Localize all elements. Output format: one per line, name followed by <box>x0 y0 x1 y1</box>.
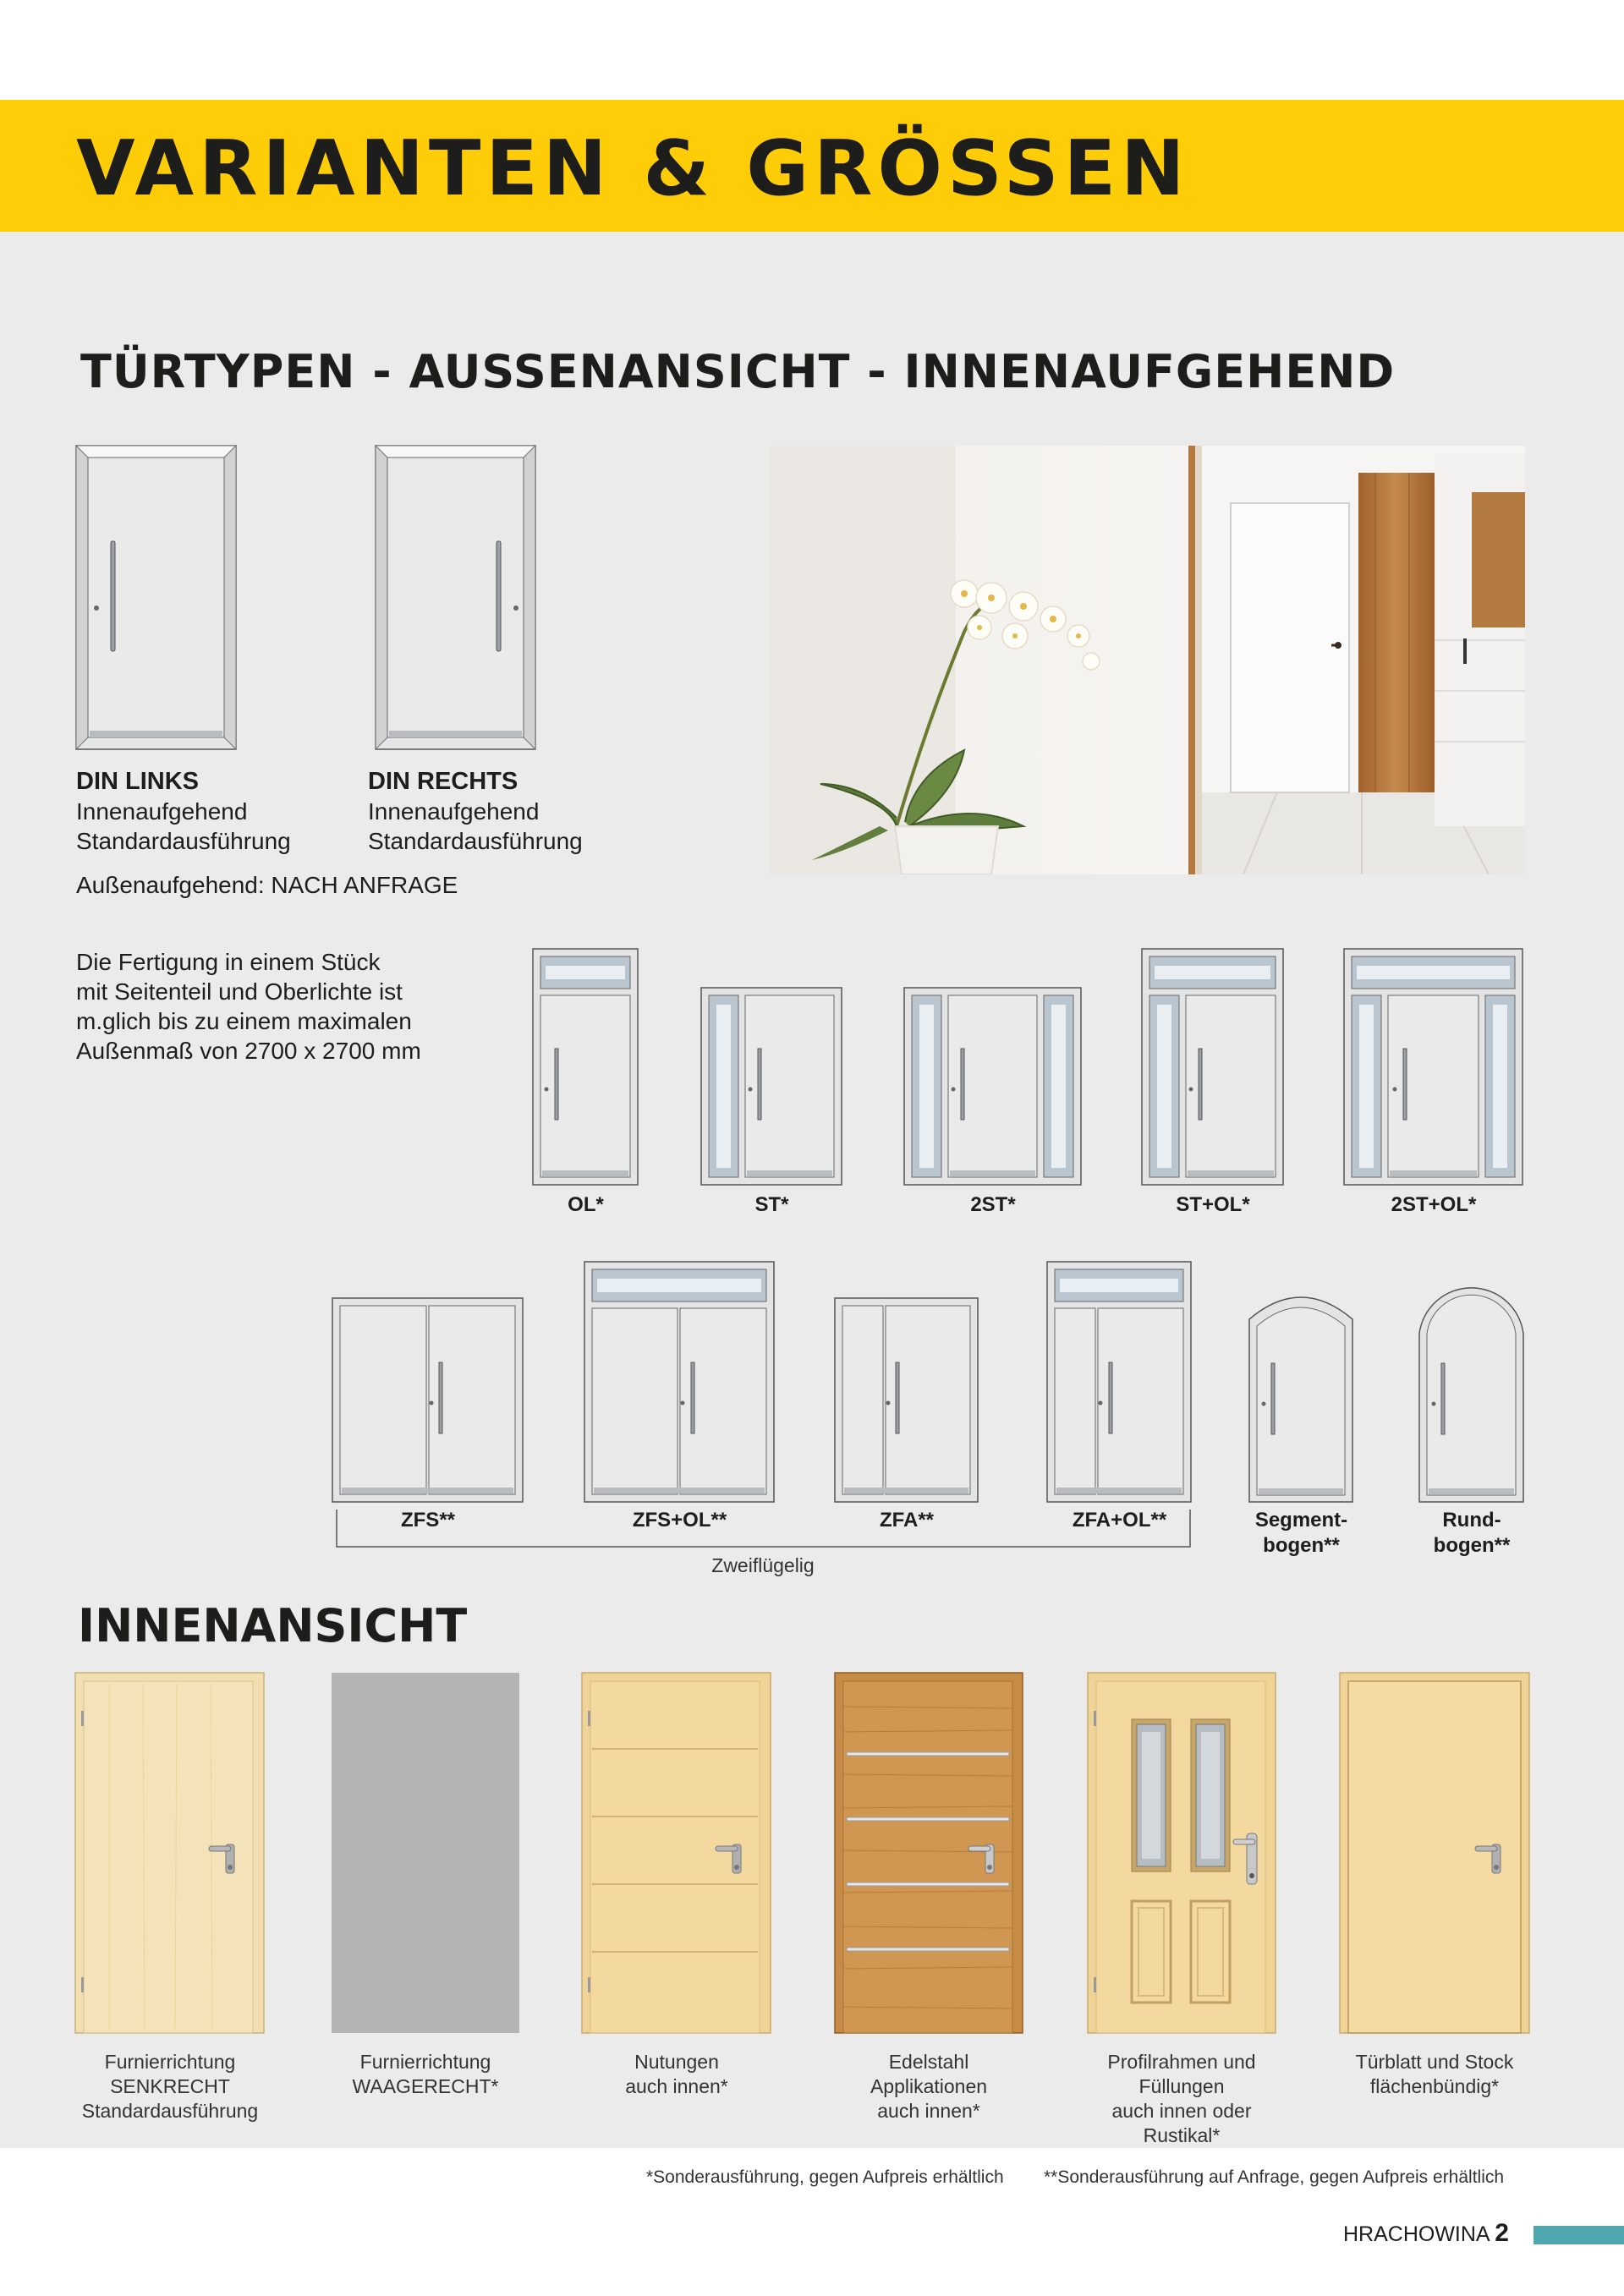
interior-caption-line: Rustikal* <box>1143 2124 1221 2146</box>
door-type-label: ZFA** <box>879 1509 934 1532</box>
interior-caption <box>60 2050 280 2123</box>
door-type-label: 2ST* <box>970 1193 1016 1216</box>
interior-door-grooves <box>582 1673 771 2034</box>
door-type-rundbogen <box>1418 1281 1525 1503</box>
interior-caption-line: flächenbündig* <box>1369 2075 1500 2097</box>
interior-caption-line: auch innen* <box>625 2075 728 2097</box>
interior-caption-line: Edelstahl <box>888 2051 969 2073</box>
footer-brand <box>1343 2221 1509 2247</box>
footer-accent-bar <box>1533 2226 1624 2244</box>
arch-label-line: bogen** <box>1433 1534 1511 1557</box>
door-din-links <box>76 446 237 750</box>
interior-door-profile-panels <box>1088 1673 1276 2034</box>
interior-door-flush <box>1340 1673 1530 2034</box>
interior-caption <box>315 2050 535 2099</box>
outward-note: Außenaufgehend: NACH ANFRAGE <box>76 872 458 898</box>
arch-label-line: Rund- <box>1442 1509 1501 1532</box>
interior-caption-line: auch innen* <box>877 2100 980 2122</box>
door-type-label: ZFA+OL** <box>1072 1509 1167 1532</box>
door-type-label: ST+OL* <box>1176 1193 1250 1216</box>
door-type-zfs <box>332 1298 524 1503</box>
interior-door-horizontal-grain <box>332 1673 520 2034</box>
interior-caption-line: Furnierrichtung <box>359 2051 491 2073</box>
din-rechts-title: DIN RECHTS <box>368 768 518 795</box>
interior-caption <box>1072 2050 1292 2148</box>
interior-caption-line: Profilrahmen und <box>1107 2051 1256 2073</box>
hallway-photo <box>770 446 1525 874</box>
interior-door-vertical-grain <box>75 1673 265 2034</box>
interior-caption-line: Türblatt und Stock <box>1355 2051 1514 2073</box>
din-rechts-line1: Innenaufgehend <box>368 798 540 825</box>
interior-door-steel-applications <box>835 1673 1023 2034</box>
door-type-label: 2ST+OL* <box>1391 1193 1477 1216</box>
door-type-zfa-ol <box>1047 1262 1192 1503</box>
door-type-zfs-ol <box>584 1262 775 1503</box>
door-type-label: OL* <box>568 1193 604 1216</box>
door-type-segmentbogen <box>1248 1285 1354 1503</box>
page-number: 2 <box>1495 2219 1509 2247</box>
interior-caption-line: Standardausführung <box>81 2100 259 2122</box>
door-type-label: ST* <box>754 1193 789 1216</box>
door-type-st <box>701 988 842 1186</box>
interior-caption-line: Furnierrichtung <box>104 2051 236 2073</box>
interior-caption-line: WAAGERECHT* <box>352 2075 499 2097</box>
fabrication-note <box>76 947 421 1066</box>
door-type-label: ZFS** <box>400 1509 455 1532</box>
door-type-2st <box>904 988 1082 1186</box>
din-rechts-line2: Standardausführung <box>368 828 583 854</box>
segmentbogen-label <box>1240 1508 1363 1559</box>
din-links-line1: Innenaufgehend <box>76 798 248 825</box>
interior-caption <box>819 2050 1039 2123</box>
double-wing-label: Zweiflügelig <box>711 1554 815 1576</box>
rundbogen-label <box>1413 1508 1531 1559</box>
fabrication-note-line: m.glich bis zu einem maximalen <box>76 1008 412 1034</box>
door-din-rechts <box>376 446 536 750</box>
din-rechts-caption <box>368 766 583 856</box>
door-type-ol <box>533 949 639 1186</box>
arch-label-line: bogen** <box>1263 1534 1340 1557</box>
footnote-double: **Sonderausführung auf Anfrage, gegen Aufpreis erhältlich <box>1044 2167 1505 2187</box>
footnote-single: *Sonderausführung, gegen Aufpreis erhältlich <box>646 2167 1004 2187</box>
interior-caption-line: Applikationen <box>870 2075 988 2097</box>
interior-caption-line: auch innen oder <box>1111 2100 1252 2122</box>
fabrication-note-line: mit Seitenteil und Oberlichte ist <box>76 978 403 1005</box>
page-title: VARIANTEN & GRÖSSEN <box>76 124 1190 213</box>
section-heading-exterior: TÜRTYPEN - AUSSENANSICHT - INNENAUFGEHEND <box>80 345 1396 398</box>
door-type-st-ol <box>1142 949 1284 1186</box>
din-links-title: DIN LINKS <box>76 768 199 795</box>
double-wing-bracket <box>336 1510 1192 1548</box>
fabrication-note-line: Außenmaß von 2700 x 2700 mm <box>76 1038 421 1064</box>
interior-caption-line: Füllungen <box>1138 2075 1225 2097</box>
door-type-label: ZFS+OL** <box>632 1509 727 1532</box>
interior-caption <box>1325 2050 1544 2099</box>
din-links-line2: Standardausführung <box>76 828 291 854</box>
fabrication-note-line: Die Fertigung in einem Stück <box>76 949 381 975</box>
interior-caption <box>567 2050 787 2099</box>
din-links-caption <box>76 766 291 856</box>
brand-name: HRACHOWINA <box>1343 2222 1490 2246</box>
interior-caption-line: SENKRECHT <box>110 2075 230 2097</box>
door-type-2st-ol <box>1344 949 1523 1186</box>
section-heading-interior: INNENANSICHT <box>78 1599 468 1652</box>
door-type-zfa <box>835 1298 979 1503</box>
interior-caption-line: Nutungen <box>634 2051 719 2073</box>
arch-label-line: Segment- <box>1254 1509 1348 1532</box>
